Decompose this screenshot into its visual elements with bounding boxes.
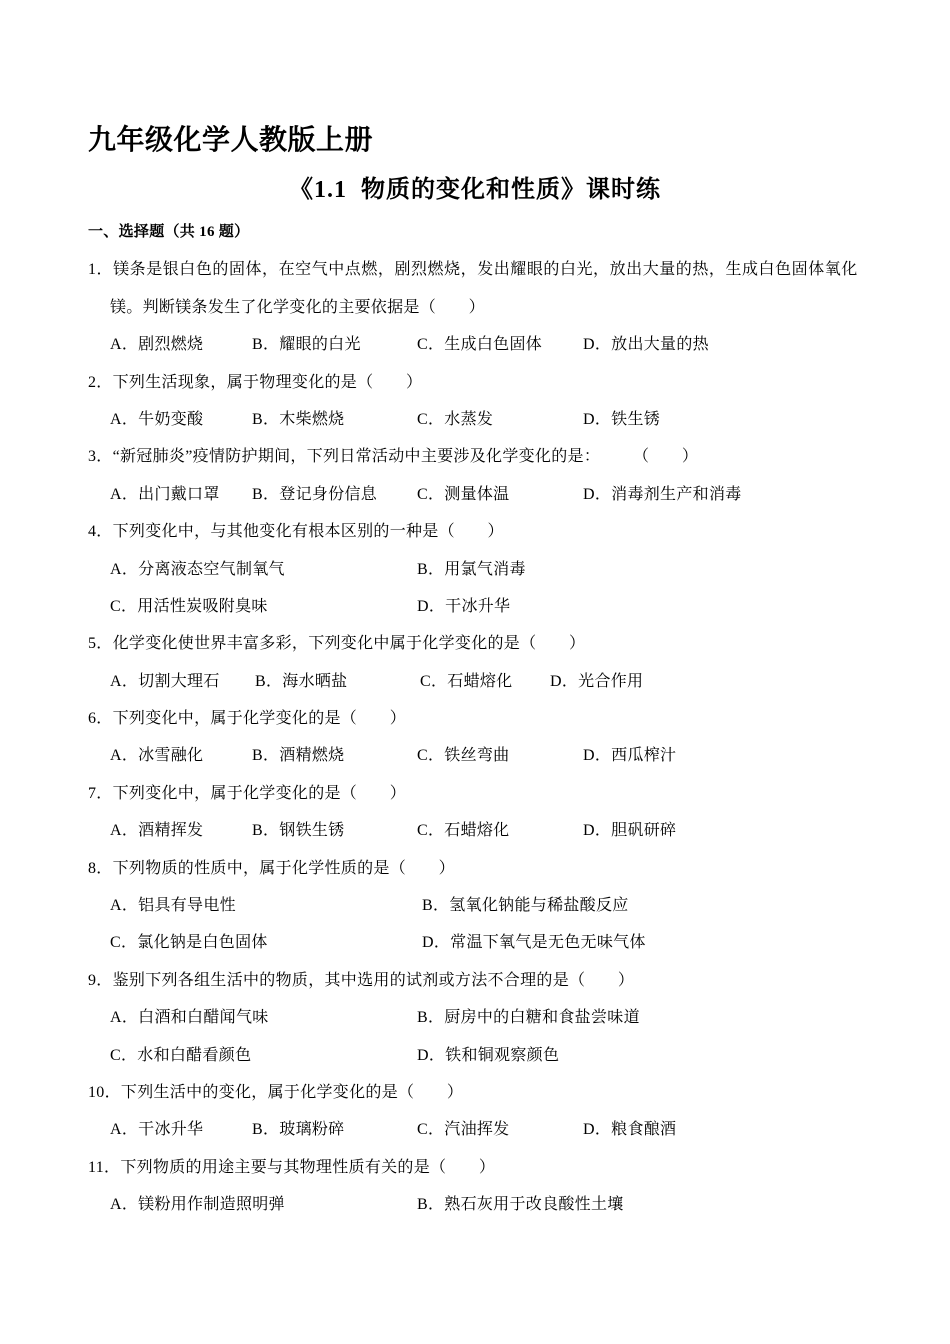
question-11 (88, 1149, 868, 1224)
section-heading: 一、选择题（共 16 题） (88, 224, 250, 240)
q1-option-b: B．耀眼的白光 (252, 336, 361, 354)
q3-option-d: D．消毒剂生产和消毒 (583, 485, 742, 503)
question-stem: “新冠肺炎”疫情防护期间，下列日常活动中主要涉及化学变化的是： （ ） (112, 448, 699, 466)
question-stem-line (88, 1074, 868, 1111)
q5-option-d: D．光合作用 (550, 672, 644, 690)
question-4 (88, 513, 868, 625)
q5-option-c: C．石蜡熔化 (420, 672, 513, 690)
q3-option-a: A．出门戴口罩 (110, 485, 220, 503)
question-stem: 下列物质的性质中，属于化学性质的是（ ） (112, 859, 455, 877)
options-row (88, 999, 868, 1036)
q5-option-a: A．切割大理石 (110, 672, 220, 690)
options-row (88, 326, 868, 363)
question-number: 10． (88, 1083, 121, 1101)
q10-option-c: C．汽油挥发 (417, 1121, 510, 1139)
question-number: 6． (88, 710, 113, 728)
question-list (88, 214, 868, 1224)
document-title: 九年级化学人教版上册 (88, 125, 374, 156)
options-row (88, 551, 868, 588)
question-stem: 下列生活中的变化，属于化学变化的是（ ） (120, 1083, 464, 1101)
question-stem-line (88, 850, 868, 887)
options-row (88, 588, 868, 625)
question-number: 2． (88, 373, 113, 391)
question-8 (88, 850, 868, 962)
question-stem: 化学变化使世界丰富多彩，下列变化中属于化学变化的是（ ） (112, 635, 586, 653)
q6-option-a: A．冰雪融化 (110, 747, 204, 765)
q3-option-c: C．测量体温 (417, 485, 510, 503)
options-row (88, 1111, 868, 1148)
question-stem: 下列变化中，属于化学变化的是（ ） (112, 784, 407, 802)
q6-option-c: C．铁丝弯曲 (417, 747, 510, 765)
q2-option-c: C．水蒸发 (417, 410, 494, 428)
q10-option-b: B．玻璃粉碎 (252, 1121, 345, 1139)
question-10 (88, 1074, 868, 1149)
q1-option-d: D．放出大量的热 (583, 336, 709, 354)
q1-option-c: C．生成白色固体 (417, 336, 543, 354)
q9-option-d: D．铁和铜观察颜色 (417, 1046, 560, 1064)
question-stem-line (88, 251, 868, 288)
q10-option-d: D．粮食酿酒 (583, 1121, 677, 1139)
question-1 (88, 251, 868, 363)
question-number: 1． (88, 261, 114, 279)
q2-option-b: B．木柴燃烧 (252, 410, 345, 428)
q3-option-b: B．登记身份信息 (252, 485, 378, 503)
options-row (88, 887, 868, 924)
options-row (88, 1037, 868, 1074)
question-3 (88, 438, 868, 513)
question-stem-line (88, 775, 868, 812)
question-stem: 下列生活现象，属于物理变化的是（ ） (112, 373, 423, 391)
q2-option-d: D．铁生锈 (583, 410, 661, 428)
q7-option-d: D．胆矾研碎 (583, 822, 677, 840)
question-stem-line (88, 1149, 868, 1186)
q2-option-a: A．牛奶变酸 (110, 410, 204, 428)
options-row (88, 737, 868, 774)
question-stem-line (88, 438, 868, 475)
q10-option-a: A．干冰升华 (110, 1121, 204, 1139)
question-number: 4． (88, 523, 113, 541)
q9-option-c: C．水和白醋看颜色 (110, 1046, 252, 1064)
q4-option-c: C．用活性炭吸附臭味 (110, 597, 268, 615)
q11-option-a: A．镁粉用作制造照明弹 (110, 1196, 285, 1214)
question-stem: 下列变化中，与其他变化有根本区别的一种是（ ） (112, 523, 504, 541)
question-number: 8． (88, 859, 113, 877)
q9-option-b: B．厨房中的白糖和食盐尝味道 (417, 1009, 640, 1027)
options-row (88, 476, 868, 513)
question-stem-continued: 镁。判断镁条发生了化学变化的主要依据是（ ） (110, 298, 485, 316)
q8-option-a: A．铝具有导电性 (110, 897, 236, 915)
question-stem-line (88, 513, 868, 550)
q7-option-b: B．钢铁生锈 (252, 822, 345, 840)
question-stem: 镁条是银白色的固体，在空气中点燃，剧烈燃烧，发出耀眼的白光，放出大量的热，生成白色固体氧化 (113, 261, 858, 279)
question-6 (88, 700, 868, 775)
q7-option-c: C．石蜡熔化 (417, 822, 510, 840)
question-7 (88, 775, 868, 850)
q11-option-b: B．熟石灰用于改良酸性土壤 (417, 1196, 624, 1214)
options-row (88, 924, 868, 961)
question-stem-line (88, 625, 868, 662)
question-9 (88, 962, 868, 1074)
q4-option-a: A．分离液态空气制氧气 (110, 560, 285, 578)
question-stem-line (88, 700, 868, 737)
q5-option-b: B．海水晒盐 (255, 672, 348, 690)
q4-option-d: D．干冰升华 (417, 597, 511, 615)
q4-option-b: B．用氯气消毒 (417, 560, 526, 578)
question-2 (88, 364, 868, 439)
question-number: 5． (88, 635, 113, 653)
question-stem: 鉴别下列各组生活中的物质，其中选用的试剂或方法不合理的是（ ） (112, 971, 635, 989)
q1-option-a: A．剧烈燃烧 (110, 336, 204, 354)
options-row (88, 663, 868, 700)
q6-option-d: D．西瓜榨汁 (583, 747, 677, 765)
question-number: 11． (88, 1158, 121, 1176)
q6-option-b: B．酒精燃烧 (252, 747, 345, 765)
q8-option-c: C．氯化钠是白色固体 (110, 934, 268, 952)
options-row (88, 1186, 868, 1223)
question-stem: 下列物质的用途主要与其物理性质有关的是（ ） (120, 1158, 496, 1176)
question-number: 3． (88, 448, 113, 466)
question-number: 9． (88, 971, 113, 989)
question-stem-line (88, 962, 868, 999)
question-5 (88, 625, 868, 700)
question-number: 7． (88, 784, 113, 802)
question-stem-line (88, 364, 868, 401)
document-subtitle: 《1.1 物质的变化和性质》课时练 (289, 177, 661, 203)
q8-option-b: B．氢氧化钠能与稀盐酸反应 (422, 897, 629, 915)
options-row (88, 812, 868, 849)
options-row (88, 401, 868, 438)
question-stem: 下列变化中，属于化学变化的是（ ） (112, 710, 407, 728)
question-stem-line (88, 289, 868, 326)
q8-option-d: D．常温下氧气是无色无味气体 (422, 934, 646, 952)
q7-option-a: A．酒精挥发 (110, 822, 204, 840)
q9-option-a: A．白酒和白醋闻气味 (110, 1009, 269, 1027)
